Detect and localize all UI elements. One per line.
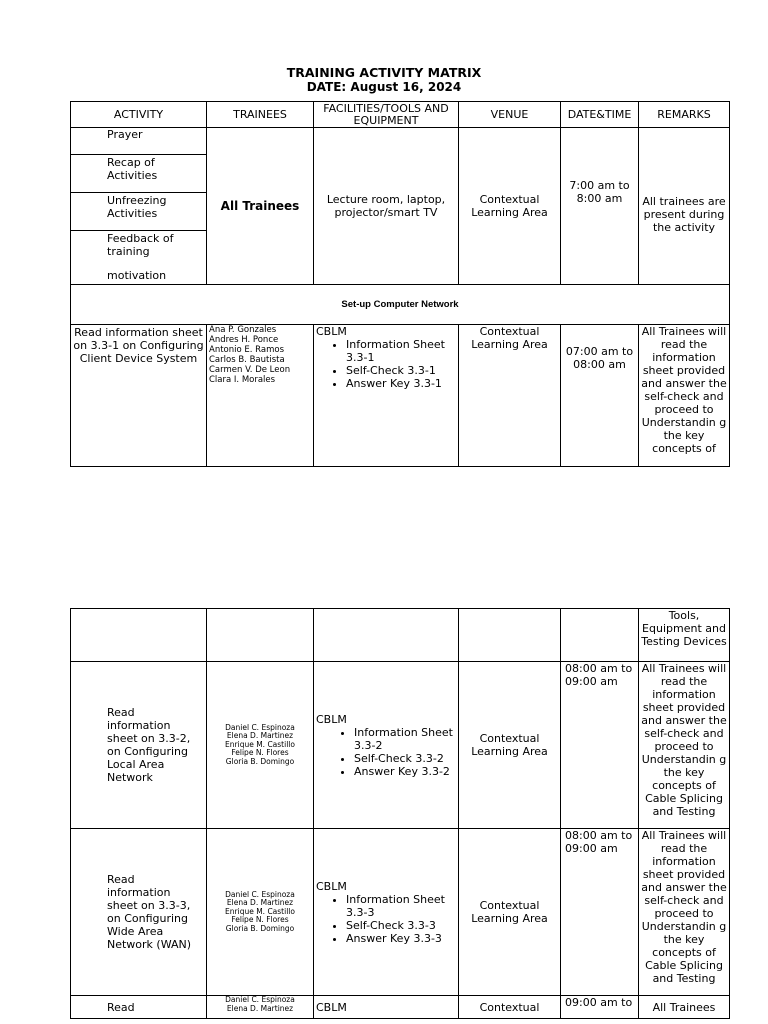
time-cell: 08:00 am to 09:00 am: [561, 829, 639, 996]
trainee-name: Daniel C. Espinoza: [225, 722, 295, 732]
cblm-label: CBLM: [316, 712, 347, 726]
empty-cell: [71, 609, 207, 662]
remarks-cell: All trainees are present during the activity: [639, 128, 730, 285]
remarks-cell: All Trainees will read the information sheet provided and answer the self-check and proceed to Understandin g the key concepts of Cable Splicing and Testing: [639, 662, 730, 829]
activity-item: Unfreezing Activities: [71, 193, 206, 231]
cblm-item: • Answer Key 3.3-2: [354, 765, 456, 778]
trainee-name: Enrique M. Castillo: [225, 739, 295, 749]
cblm-item: • Answer Key 3.3-3: [346, 932, 456, 945]
trainee-name: Gloria B. Domingo: [225, 923, 295, 933]
activity-cell: Read information sheet on 3.3-1 on Configuring Client Device System: [71, 325, 207, 467]
cblm-item: • Information Sheet 3.3-2: [354, 726, 456, 752]
document-date: [0, 80, 768, 94]
section-title: Set-up Computer Network: [71, 285, 730, 325]
trainee-name: Carmen V. De Leon: [209, 365, 291, 375]
table-row: [71, 128, 730, 285]
cblm-item: • Answer Key 3.3-1: [346, 377, 456, 390]
empty-cell: [459, 609, 561, 662]
header-venue: VENUE: [459, 102, 561, 128]
cblm-item: • Information Sheet 3.3-1: [346, 338, 456, 364]
activity-cell: Read: [71, 996, 207, 1019]
cblm-item: • Information Sheet 3.3-3: [346, 893, 456, 919]
table-row: [71, 662, 730, 829]
empty-cell: [207, 609, 314, 662]
trainee-name: Daniel C. Espinoza: [225, 889, 295, 899]
date-label: DATE:: [306, 80, 347, 94]
facilities-cell: Lecture room, laptop, projector/smart TV: [314, 128, 459, 285]
table-row: [71, 325, 730, 467]
activity-cell: Read information sheet on 3.3-2, on Configuring Local Area Network: [71, 662, 207, 829]
venue-cell: Contextual Learning Area: [459, 128, 561, 285]
training-matrix-table-page2: [70, 608, 730, 1019]
trainee-names-cell: [207, 325, 314, 467]
training-matrix-table-page1: [70, 101, 730, 467]
cblm-list: [316, 726, 456, 778]
remarks-cell: All Trainees will read the information sheet provided and answer the self-check and proceed to Understandin g the key concepts of: [639, 325, 730, 467]
trainee-name: Ana P. Gonzales: [209, 325, 277, 335]
header-facilities: FACILITIES/TOOLS AND EQUIPMENT: [314, 102, 459, 128]
trainee-name: Clara I. Morales: [209, 375, 276, 385]
cblm-list: [316, 338, 456, 390]
trainee-name: Felipe N. Flores: [231, 748, 289, 758]
trainee-name: Antonio E. Ramos: [209, 345, 284, 355]
activity-item: [71, 231, 206, 284]
cblm-item: • Self-Check 3.3-2: [354, 752, 456, 765]
activity-item: Recap of Activities: [71, 155, 206, 193]
venue-cell: Contextual Learning Area: [459, 829, 561, 996]
facilities-cell: [314, 325, 459, 467]
table-row: [71, 609, 730, 662]
cblm-item: • Self-Check 3.3-1: [346, 364, 456, 377]
cblm-label: CBLM: [316, 325, 347, 338]
activity-item-text: motivation: [107, 269, 167, 282]
venue-cell: Contextual: [459, 996, 561, 1019]
trainees-cell: All Trainees: [207, 128, 314, 285]
activity-cell: Read information sheet on 3.3-3, on Configuring Wide Area Network (WAN): [71, 829, 207, 996]
table-row: [71, 996, 730, 1019]
venue-cell: Contextual Learning Area: [459, 325, 561, 467]
activity-item: Prayer: [71, 128, 206, 155]
time-cell: 08:00 am to 09:00 am: [561, 662, 639, 829]
header-trainees: TRAINEES: [207, 102, 314, 128]
header-activity: ACTIVITY: [71, 102, 207, 128]
remarks-cell: All Trainees: [639, 996, 730, 1019]
table-header-row: [71, 102, 730, 128]
activity-list-cell: [71, 128, 207, 285]
facilities-cell: [314, 662, 459, 829]
facilities-cell: CBLM: [314, 996, 459, 1019]
date-value: August 16, 2024: [350, 80, 462, 94]
trainee-name: Daniel C. Espinoza: [225, 995, 295, 1004]
cblm-item: • Self-Check 3.3-3: [346, 919, 456, 932]
trainee-name: Elena D. Martinez: [226, 898, 294, 908]
trainee-name: Gloria B. Domingo: [225, 756, 295, 766]
trainee-names-cell: [207, 829, 314, 996]
time-cell: 7:00 am to 8:00 am: [561, 128, 639, 285]
empty-cell: [561, 609, 639, 662]
header-remarks: REMARKS: [639, 102, 730, 128]
trainee-name: Felipe N. Flores: [231, 915, 289, 925]
venue-cell: Contextual Learning Area: [459, 662, 561, 829]
cblm-list: [316, 893, 456, 945]
trainee-names-cell: [207, 996, 314, 1019]
time-cell: 09:00 am to: [561, 996, 639, 1019]
activity-item-text: Feedback of training: [107, 232, 174, 258]
trainee-name: Carlos B. Bautista: [209, 355, 285, 365]
document-title: TRAINING ACTIVITY MATRIX: [286, 65, 482, 80]
cblm-label: CBLM: [316, 879, 347, 893]
section-row: [71, 285, 730, 325]
time-cell: 07:00 am to 08:00 am: [561, 325, 639, 467]
trainee-name: Elena D. Martinez: [226, 1003, 294, 1013]
trainee-name: Andres H. Ponce: [209, 335, 279, 345]
remarks-cell: All Trainees will read the information sheet provided and answer the self-check and proceed to Understandin g the key concepts of Cable Splicing and Testing: [639, 829, 730, 996]
table-row: [71, 829, 730, 996]
empty-cell: [314, 609, 459, 662]
trainee-name: Elena D. Martinez: [226, 731, 294, 741]
facilities-cell: [314, 829, 459, 996]
remarks-cell: Tools, Equipment and Testing Devices: [639, 609, 730, 662]
trainee-names-cell: [207, 662, 314, 829]
header-date-time: DATE&TIME: [561, 102, 639, 128]
trainee-name: Enrique M. Castillo: [225, 906, 295, 916]
